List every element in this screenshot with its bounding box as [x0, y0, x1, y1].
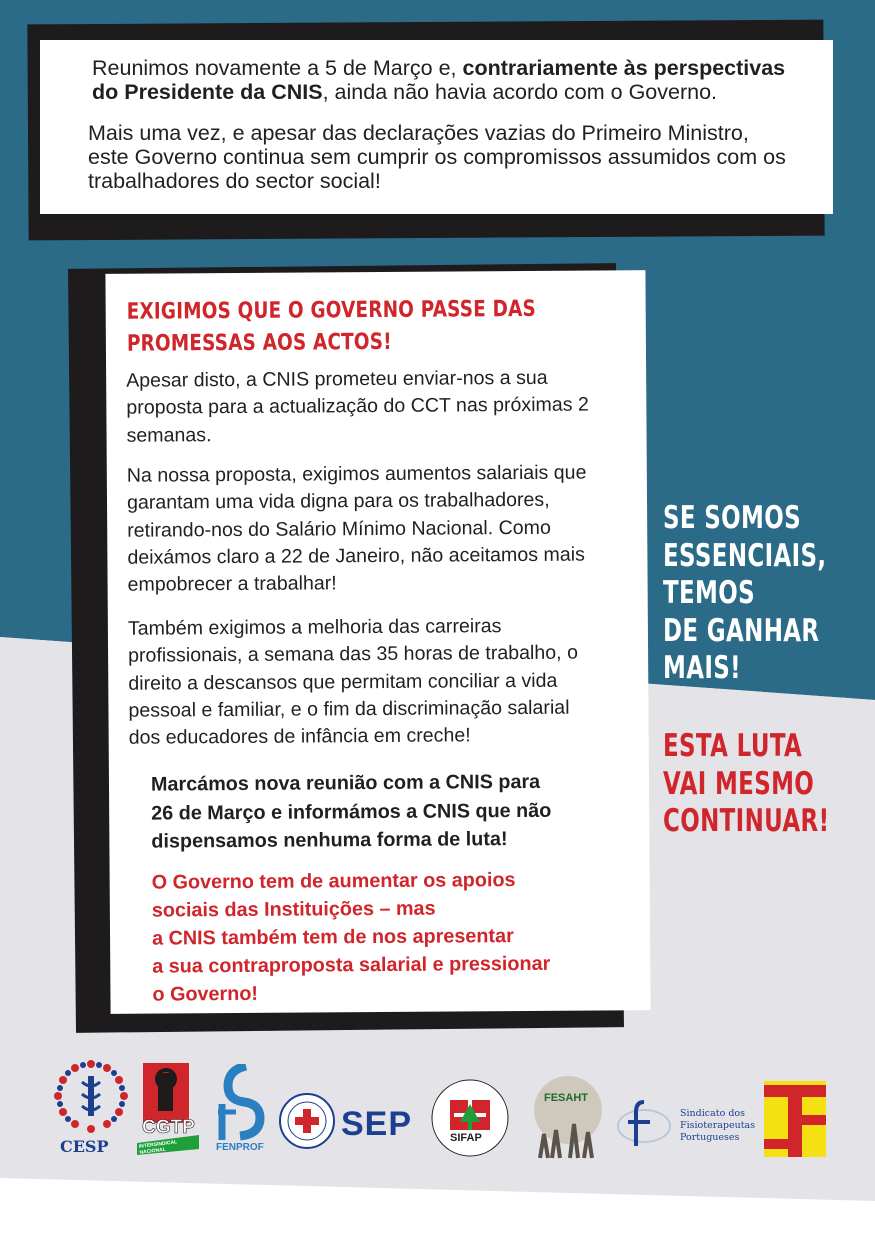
union-square-emblem-icon [764, 1081, 826, 1157]
cesp-label: CESP [60, 1137, 109, 1156]
sep-logo [278, 1092, 418, 1156]
meeting-announcement: Marcámos nova reunião com a CNIS para 26 de Março e informámos a CNIS que não dispensamos nenhuma forma de luta! [150, 770, 552, 853]
fenprof-label: FENPROF [216, 1142, 264, 1153]
sep-emblem-icon [278, 1092, 336, 1150]
government-demand: O Governo tem de aumentar os apoios sociais das Instituições – mas a CNIS também tem de nos apresentar a sua contraproposta salarial e pressionar o Governo! [151, 869, 551, 1006]
intro-paragraph-2: Mais uma vez, e apesar das declarações vazias do Primeiro Ministro, este Governo continua sem cumprir os compromissos assumidos com os trabalhadores do sector social! [88, 121, 786, 193]
main-card [105, 270, 650, 1014]
main-headline: EXIGIMOS QUE O GOVERNO PASSE DAS PROMESSAS AOS ACTOS! [126, 295, 537, 357]
fenprof-logo [214, 1064, 270, 1158]
cgtp-sub-label: INTERSINDICAL NACIONAL [138, 1139, 178, 1156]
sifap-emblem-icon [430, 1078, 510, 1158]
sfp-emblem-icon [614, 1098, 674, 1152]
sifap-label: SIFAP [450, 1132, 482, 1144]
paragraph-proposal: Apesar disto, a CNIS prometeu enviar-nos a sua proposta para a actualização do CCT nas próximas 2 semanas. [126, 366, 589, 447]
slogan-essential: SE SOMOS ESSENCIAIS, TEMOS DE GANHAR MAIS! [663, 500, 827, 686]
sifap-logo [430, 1078, 510, 1158]
slogan-fight-continues: ESTA LUTA VAI MESMO CONTINUAR! [663, 728, 830, 839]
sep-label: SEP [341, 1105, 413, 1143]
fesaht-emblem-icon [530, 1074, 606, 1160]
cgtp-logo [133, 1063, 203, 1155]
sfp-label: Sindicato dos Fisioterapeutas Portugueses [680, 1108, 756, 1143]
fesaht-label: FESAHT [544, 1092, 588, 1104]
intro-card [40, 40, 833, 214]
cgtp-label: CGTP [142, 1117, 195, 1138]
union-square-logo [764, 1081, 826, 1157]
cesp-logo [52, 1060, 130, 1156]
sfp-logo [614, 1098, 754, 1156]
intro-paragraph-1: Reunimos novamente a 5 de Março e, contrariamente às perspectivas do Presidente da CNIS, ainda não havia acordo com o Governo. [92, 56, 786, 104]
fesaht-logo [530, 1074, 606, 1160]
cesp-emblem-icon [52, 1060, 130, 1138]
paragraph-career-demands: Também exigimos a melhoria das carreiras profissionais, a semana das 35 horas de trabalho, o direito a descansos que permitam conciliar a vida pessoal e familiar, e o fim da discriminação salarial dos educadores de infância em creche! [127, 615, 579, 749]
paragraph-salary-demands: Na nossa proposta, exigimos aumentos salariais que garantam uma vida digna para os trabalhadores, retirando-nos do Salário Mínimo Nacional. Como deixámos claro a 22 de Janeiro, não aceitamos mais empobrecer a trabalhar! [126, 461, 587, 596]
fenprof-emblem-icon [214, 1064, 270, 1144]
